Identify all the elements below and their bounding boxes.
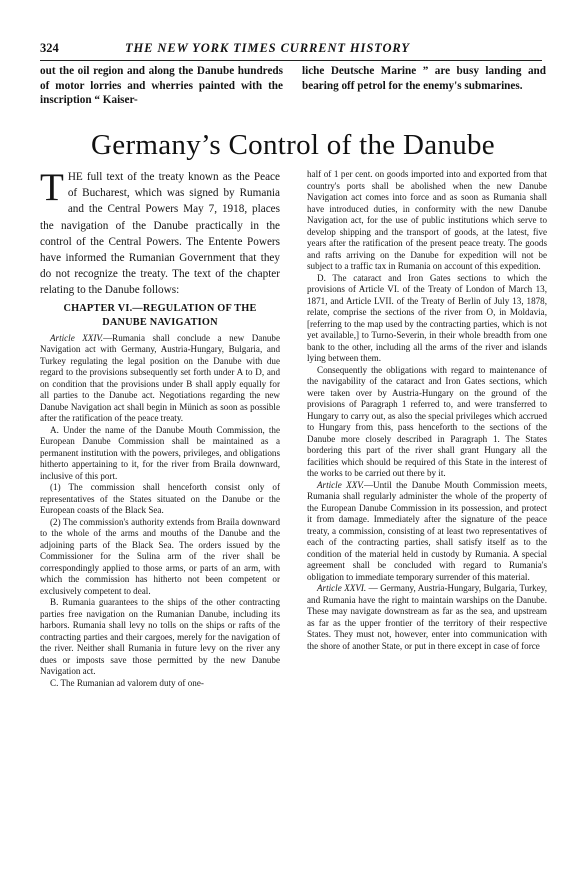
paragraph-text: half of 1 per cent. on goods imported into and exported from that country's ports shall be abolished when the new Danube Navigation act comes into force and as soon as Rumania shall have introduced duties, in conformity with the new Danube Navigation act, for the use of public institutions which serve to develop shipping and the transport of goods, at the latest, five years after the ratification of the present peace treaty. The goods and rafts arriving on the Danube for expedition will not be subject to a traffic tax in Rumania on account of this expedition. [307, 169, 547, 271]
paragraph-text: (2) The commission's authority extends from Braila downward to the whole of the arms and mouths of the Danube and the adjoining parts of the Black Sea. The orders issued by the Commissioner for the Sulina arm of the river shall be correspondingly applied to those arms, or parts of an arm, with which the commission has hitherto not been competent or exclusively competent to deal. [40, 516, 280, 596]
paragraph-text: A. Under the name of the Danube Mouth Commission, the European Danube Commission shall be maintained as a permanent institution with the powers, privileges, and obligations hitherto appertaining to it, for the river from Braila downward, inclusive of this port. [40, 424, 280, 481]
paragraph [40, 482, 280, 517]
continued-text [40, 64, 546, 114]
paragraph-text: (1) The commission shall henceforth consist only of representatives of the States situated on the Danube or the European coasts of the Black Sea. [40, 482, 280, 516]
header-rule [40, 60, 542, 61]
lead-text: HE full text of the treaty known as the Peace of Bucharest, which was signed by Rumania and the Central Powers May 7, 1918, places the navigation of the Danube practically in the control of the Central Powers. The Entente Powers have informed the Rumanian Government that they do not recognize the treaty. The text of the chapter relating to the Danube follows: [40, 171, 280, 297]
paragraph [40, 517, 280, 598]
right-paragraphs [307, 169, 547, 652]
article-label: Article XXVI. [317, 583, 367, 593]
continued-text-right: liche Deutsche Marine ” are busy landing and bearing off petrol for the enemy's submarines. [302, 65, 546, 92]
paragraph [307, 365, 547, 480]
article-label: Article XXV. [317, 479, 364, 490]
running-header [40, 41, 542, 57]
left-paragraphs [40, 333, 280, 690]
paragraph [307, 480, 547, 584]
paragraph [40, 425, 280, 483]
paragraph-text: —Rumania shall conclude a new Danube Navigation act with Germany, Austria-Hungary, Bulgaria, and Turkey regulating the legal position on the Danube with due regard to the provisions subsequently set forth under A to D, and on condition that the provisions under B shall apply equally for all parties to the Danube act. Negotiations regarding the new Danube Navigation act shall begin in Münich as soon as possible after the ratification of the peace treaty. [40, 332, 281, 424]
paragraph-text: — Germany, Austria-Hungary, Bulgaria, Turkey, and Rumania have the right to maintain warships on the Danube. These may navigate downstream as far as the sea, and upstream as far as the upper frontier of the territory of their respective States. They must not, however, enter into communication with the shore of another State, or put in there except in case of force [307, 583, 547, 651]
paragraph [40, 597, 280, 678]
paragraph [307, 273, 547, 365]
page-number: 324 [40, 41, 59, 55]
chapter-heading: CHAPTER VI.—REGULATION OF THE DANUBE NAVIGATION [63, 302, 257, 328]
drop-cap: T [40, 166, 64, 209]
article-label: Article XXIV. [50, 332, 104, 343]
paragraph [40, 678, 280, 690]
paragraph-text: B. Rumania guarantees to the ships of the other contracting parties free navigation on the Rumanian Danube, including its harbors. Rumania shall levy no tolls on the ships or rafts of the contracting parties and their cargoes, merely for the navigation of the river. Neither shall Rumania in future levy on the river any dues or imposts save those permitted by the new Danube Navigation act. [40, 597, 280, 677]
paragraph-text: —Until the Danube Mouth Commission meets, Rumania shall regularly administer the whole of the property of the European Danube Commission in its possession, and protect it from damage. Immediately after the signature of the peace treaty, a commission, consisting of at least two representatives of each of the contracting parties, shall satisfy itself as to the condition of the material held in custody by Rumania. A special agreement shall be concluded with regard to Rumania's obligation to immediate temporary surrender of this material. [307, 479, 547, 582]
paragraph-text: Consequently the obligations with regard to maintenance of the navigability of the cataract and Iron Gates sections, which were taken over by Austria-Hungary on the ground of the provisions of Paragraph 1 referred to, and were transferred to Hungary to carry out, as also the special privileges which accrued to Hungary from this, pass henceforth to the sections of the Danube more closely described in Paragraph 1. The States bordering this part of the river shall grant Hungary all the facilities which should be required of this State in the interest of the works to be carried out there by it. [307, 364, 547, 478]
paragraph [307, 583, 547, 652]
right-column [307, 169, 547, 652]
left-column [40, 166, 281, 689]
continued-text-left: out the oil region and along the Danube hundreds of motor lorries and wherries painted with the inscription “ Kaiser- [40, 65, 283, 107]
paragraph-text: D. The cataract and Iron Gates sections to which the provisions of Article VI. of the Treaty of London of March 13, 1871, and Article LVII. of the Treaty of Berlin of July 13, 1878, relate, comprise the sections of the river from O, in Moldavia, [referring to the map used by the contracting parties, which is not yet available,] to Turno-Severin, in their whole breadth from one bank to the other, including all the arms of the river and islands lying between them. [307, 272, 547, 363]
running-title: THE NEW YORK TIMES CURRENT HISTORY [125, 41, 410, 55]
paragraph [40, 333, 280, 425]
paragraph [307, 169, 547, 273]
paragraph-text: C. The Rumanian ad valorem duty of one- [50, 677, 204, 688]
article-headline: Germany’s Control of the Danube [91, 129, 495, 161]
lead-paragraph [40, 166, 280, 299]
